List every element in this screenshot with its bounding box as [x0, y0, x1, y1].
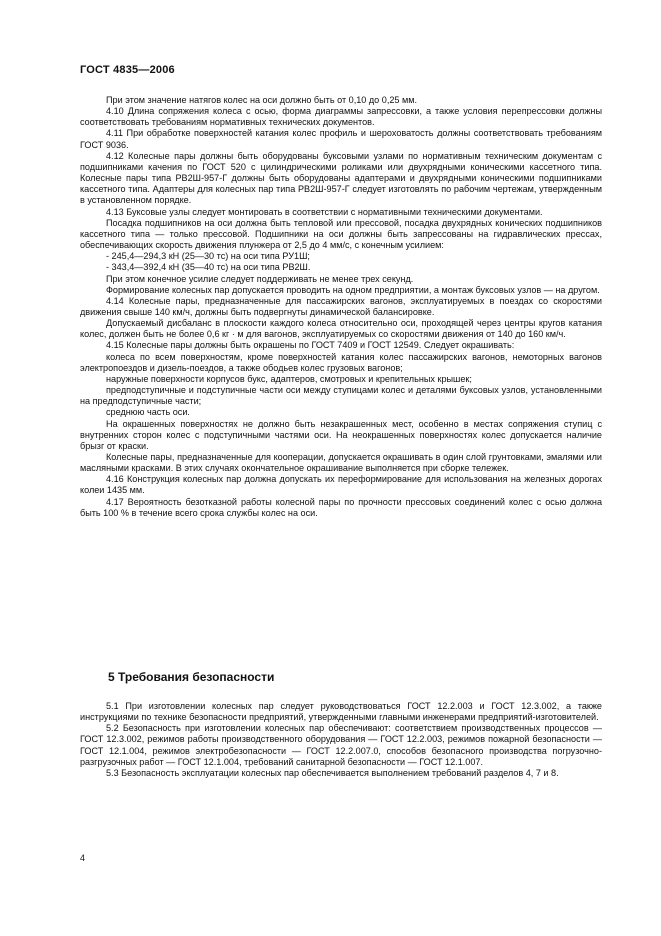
section-5-body	[80, 701, 602, 779]
paragraph-5-1: 5.1 При изготовлении колесных пар следует руководствоваться ГОСТ 12.2.003 и ГОСТ 12.3.002, а также инструкциями по технике безопасности предприятий, утвержденными главными инженерами предприятий-изготовителей.	[80, 701, 602, 723]
paragraph: Колесные пары, предназначенные для кооперации, допускается окрашивать в один слой грунтовками, эмалями или масляными красками. В этих случаях окончательное окрашивание выполняется при сборке тележек.	[80, 452, 602, 474]
paragraph-4-15: 4.15 Колесные пары должны быть окрашены по ГОСТ 7409 и ГОСТ 12549. Следует окрашивать:	[106, 340, 515, 351]
list-item: предподступичные и подступичные части оси между ступицами колес и деталями буксовых узлов, установленными на предподступичные части;	[80, 385, 602, 407]
paragraph: Посадка подшипников на оси должна быть тепловой или прессовой, посадка двухрядных конических подшипников кассетного типа — только прессовой. Подшипники на оси должны быть запрессованы на гидравлических прессах, обеспечивающих скорость движения плунжера от 2,5 до 4 мм/с, с конечным усилием:	[80, 217, 602, 251]
paragraph-4-17: 4.17 Вероятность безотказной работы колесной пары по прочности прессовых соединений колес с осью должна быть 100 % в течение всего срока службы колес на оси.	[80, 496, 602, 518]
paragraph-4-10: 4.10 Длина сопряжения колеса с осью, форма диаграммы запрессовки, а также условия перепрессовки должны соответствовать требованиям нормативных технических документов.	[80, 106, 602, 128]
list-item: наружные поверхности корпусов букс, адаптеров, смотровых и крепительных крышек;	[106, 373, 472, 384]
paragraph-4-14: 4.14 Колесные пары, предназначенные для пассажирских вагонов, эксплуатируемых в поездах со скоростями движения свыше 140 км/ч, должны быть подвергнуты динамической балансировке.	[80, 295, 602, 317]
section-4-body	[80, 95, 602, 519]
paragraph-4-13: 4.13 Буксовые узлы следует монтировать в соответствии с нормативными техническими документами.	[106, 206, 543, 217]
list-item: - 343,4—392,4 кН (35—40 тс) на оси типа РВ2Ш.	[106, 262, 311, 273]
section-5-title: 5 Требования безопасности	[108, 670, 275, 684]
document-header: ГОСТ 4835—2006	[80, 64, 175, 76]
paragraph: При этом значение натягов колес на оси должно быть от 0,10 до 0,25 мм.	[106, 95, 418, 105]
paragraph-4-11: 4.11 При обработке поверхностей катания колес профиль и шероховатость должны соответствовать требованиям ГОСТ 9036.	[80, 128, 602, 150]
paragraph: Допускаемый дисбаланс в плоскости каждого колеса относительно оси, проходящей через центры кругов катания колес, должен быть не более 0,6 кг · м для вагонов, эксплуатируемых со скоростями движения от 140 до 160 км/ч.	[80, 318, 602, 340]
paragraph-4-16: 4.16 Конструкция колесных пар должна допускать их переформирование для использования на железных дорогах колеи 1435 мм.	[80, 474, 602, 496]
paragraph-5-2: 5.2 Безопасность при изготовлении колесных пар обеспечивают: соответствием производственных процессов — ГОСТ 12.3.002, режимов работы производственного оборудования — ГОСТ 12.2.003, режимов пожарной безопасности — ГОСТ 12.1.004, режимов электробезопасности — ГОСТ 12.2.007.0, способов безопасного производства погрузочно-разгрузочных работ — ГОСТ 12.1.004, требований санитарной безопасности — ГОСТ 12.1.007.	[80, 723, 602, 767]
page-number: 4	[80, 853, 86, 863]
paragraph: На окрашенных поверхностях не должно быть незакрашенных мест, особенно в местах сопряжения ступиц с внутренних сторон колес с подступичными частями оси. На неокрашенных поверхностях колес допускается наличие брызг от краски.	[80, 418, 602, 451]
list-item: среднюю часть оси.	[106, 407, 190, 418]
paragraph: При этом конечное усилие следует поддерживать не менее трех секунд.	[106, 273, 414, 284]
list-item: колеса по всем поверхностям, кроме поверхностей катания колес пассажирских вагонов, немоторных вагонов электропоездов и дизель-поездов, а также ободьев колес грузовых вагонов;	[80, 351, 602, 373]
paragraph-4-12: 4.12 Колесные пары должны быть оборудованы буксовыми узлами по нормативным техническим документам с подшипниками качения по ГОСТ 520 с цилиндрическими роликами или двухрядными коническими кассетного типа. Колесные пары типа РВ2Ш-957-Г должны быть оборудованы адаптерами и двухрядными коническими подшипниками кассетного типа. Адаптеры для колесных пар типа РВ2Ш-957-Г следует изготовлять по рабочим чертежам, утвержденным в установленном порядке.	[80, 150, 602, 206]
paragraph-5-3: 5.3 Безопасность эксплуатации колесных пар обеспечивается выполнением требований разделов 4, 7 и 8.	[106, 767, 559, 778]
list-item: - 245,4—294,3 кН (25—30 тс) на оси типа РУ1Ш;	[106, 251, 310, 262]
paragraph: Формирование колесных пар допускается проводить на одном предприятии, а монтаж буксовых узлов — на другом.	[106, 284, 600, 295]
